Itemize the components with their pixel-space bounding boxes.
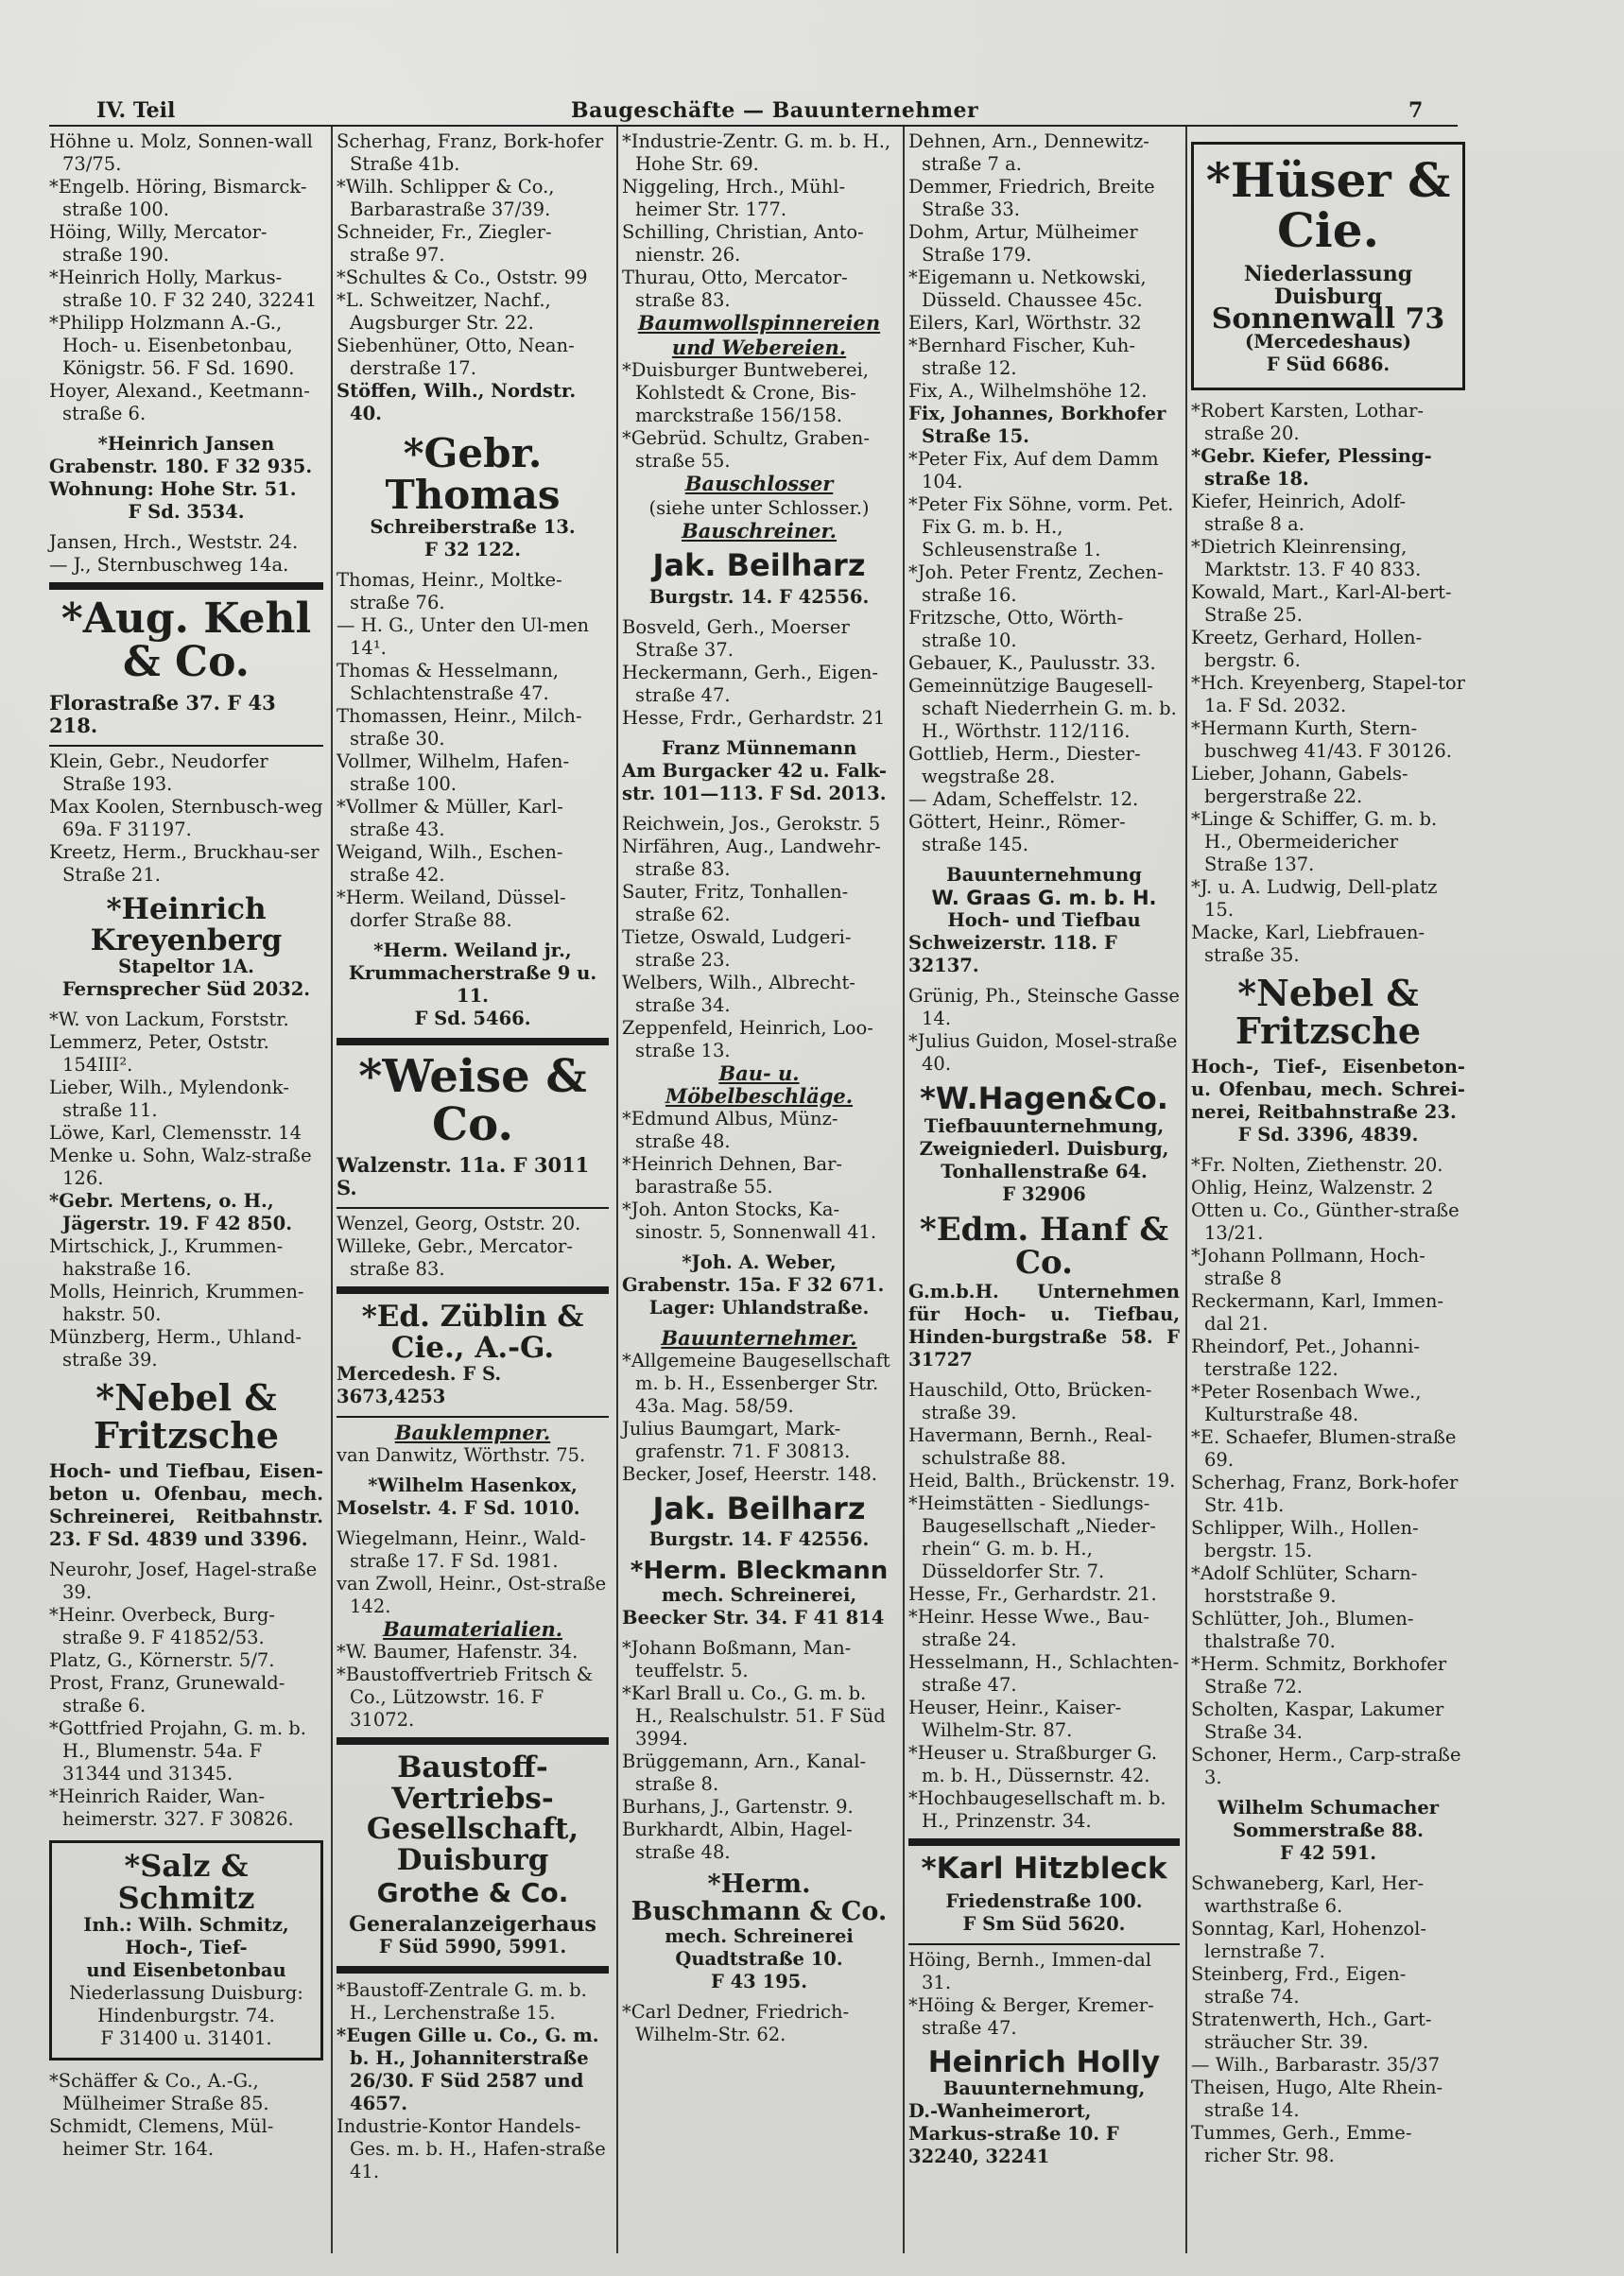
ad-line: *Joh. A. Weber, — [682, 1250, 837, 1273]
list-item: Scherhag, Franz, Bork-hofer Straße 41b. — [337, 130, 604, 175]
list-item: Gottlieb, Herm., Diester-wegstraße 28. — [908, 743, 1141, 787]
list-item: Thomas & Hesselmann, Schlachtenstraße 47. — [337, 660, 559, 705]
ad-line: Stapeltor 1A. — [118, 956, 254, 978]
ad-line: Schreiberstraße 13. — [370, 516, 576, 539]
ad-line: Grabenstr. 180. F 32 935. — [49, 456, 313, 477]
ad-name: *Herm. Buschmann & Co. — [631, 1870, 888, 1926]
section-heading: Bauschreiner. — [682, 519, 837, 543]
list-item: Rheindorf, Pet., Johanni-terstraße 122. — [1191, 1335, 1420, 1380]
list-item: *Gottfried Projahn, G. m. b. H., Blumenstr. 54a. F 31344 und 31345. — [49, 1717, 306, 1785]
list-item: *Heinr. Overbeck, Burg-straße 9. F 41852/53. — [49, 1604, 275, 1649]
ad-line: Generalanzeigerhaus — [349, 1911, 596, 1937]
ad-line: Florastraße 37. F 43 218. — [49, 691, 276, 738]
list-item: Gebauer, K., Paulusstr. 33. — [908, 652, 1156, 674]
list-item: — Wilh., Barbarastr. 35/37 — [1191, 2053, 1440, 2076]
ad-name: *Weise & Co. — [358, 1050, 587, 1151]
ad-line: Wohnung: Hohe Str. 51. — [49, 478, 297, 500]
list-item: Schilling, Christian, Anto-nienstr. 26. — [622, 221, 864, 266]
section-heading: Bauklempner. — [394, 1421, 551, 1445]
list-item: Fritzsche, Otto, Wörth-straße 10. — [908, 607, 1124, 651]
list-item: *Heinrich Dehnen, Bar-barastraße 55. — [622, 1152, 842, 1198]
list-item: Grünig, Ph., Steinsche Gasse 14. — [908, 985, 1180, 1029]
list-item: *Allgemeine Baugesellschaft m. b. H., Essenberger Str. 43a. Mag. 58/59. — [622, 1349, 890, 1417]
ad-line: Mercedesh. F S. 3673,4253 — [337, 1363, 502, 1408]
list-item: Fix, Johannes, Borkhofer Straße 15. — [908, 403, 1166, 447]
ad-name: *Heinrich Kreyenberg — [90, 892, 283, 957]
list-item: Tietze, Oswald, Ludgeri-straße 23. — [622, 925, 852, 971]
list-item: *Herm. Weiland, Düssel-dorfer Straße 88. — [337, 887, 566, 932]
ad-line: Wilhelm Schumacher — [1217, 1796, 1440, 1819]
divider — [337, 1207, 609, 1209]
list-item: Becker, Josef, Heerstr. 148. — [622, 1462, 877, 1485]
ad-name: *Heinrich Jansen — [97, 433, 275, 455]
list-item: *Robert Karsten, Lothar-straße 20. — [1191, 400, 1425, 444]
list-item: Fix, A., Wilhelmshöhe 12. — [908, 380, 1148, 402]
list-item: Burkhardt, Albin, Hagel-straße 48. — [622, 1819, 853, 1864]
list-item: *J. u. A. Ludwig, Dell-platz 15. — [1191, 876, 1438, 921]
list-item: Dohm, Artur, Mülheimer Straße 179. — [908, 221, 1138, 266]
list-item: Niggeling, Hrch., Mühl-heimer Str. 177. — [622, 176, 846, 220]
section-heading: Bauunternehmer. — [661, 1325, 857, 1350]
list-item: *Eigemann u. Netkowski, Düsseld. Chaussee 45c. — [908, 267, 1147, 311]
ad-name: *Ed. Züblin & Cie., A.-G. — [361, 1299, 584, 1365]
ad-name: *W.Hagen&Co. — [920, 1080, 1168, 1116]
page-header — [49, 98, 1429, 127]
listing-ad-jansen — [49, 433, 323, 524]
section-heading: und Webereien. — [671, 336, 847, 359]
ad-name: Jak. Beilharz — [652, 547, 866, 583]
list-item: Hesse, Frdr., Gerhardstr. 21 — [622, 706, 886, 729]
listing-ad-buschmann — [622, 1871, 896, 1993]
ad-name: *Gebr. Thomas — [385, 430, 561, 519]
ad-line: F 31400 u. 31401. — [100, 2027, 272, 2050]
ad-name: *Nebel & Fritzsche — [93, 1376, 280, 1457]
list-item: *Herm. Schmitz, Borkhofer Straße 72. — [1191, 1652, 1447, 1698]
list-item: Theisen, Hugo, Alte Rhein-straße 14. — [1191, 2076, 1443, 2121]
column-divider — [616, 127, 618, 2253]
ad-name: *Karl Hitzbleck — [921, 1851, 1167, 1886]
section-heading: Bauschlosser — [684, 472, 834, 495]
list-item: *E. Schaefer, Blumen-straße 69. — [1191, 1425, 1457, 1471]
ad-line: F 32 122. — [423, 539, 522, 561]
ad-line: Burgstr. 14. F 42556. — [648, 585, 870, 608]
listing-ad-weber — [622, 1251, 896, 1319]
list-item: Julius Baumgart, Mark-grafenstr. 71. F 30813. — [622, 1417, 851, 1462]
list-item: Lieber, Wilh., Mylendonk-straße 11. — [49, 1077, 289, 1122]
listing-ad-holly — [908, 2044, 1180, 2169]
list-item: Industrie-Kontor Handels-Ges. m. b. H., Hafen-straße 41. — [337, 2114, 606, 2182]
ad-line: Quadtstraße 10. — [675, 1948, 843, 1971]
ad-line: Hindenburgstr. 74. — [97, 2005, 275, 2027]
running-title: Baugeschäfte — Bauunternehmer — [571, 98, 979, 123]
ad-line: *Herm. Weiland jr., — [373, 940, 572, 962]
listing-ad-beilharz — [622, 547, 896, 609]
list-item: Weigand, Wilh., Eschen-straße 42. — [337, 841, 563, 887]
ad-line: Beecker Str. 34. F 41 814 — [622, 1607, 885, 1629]
list-item: Höing, Willy, Mercator-straße 190. — [49, 221, 268, 266]
list-item: *Carl Dedner, Friedrich-Wilhelm-Str. 62. — [622, 2001, 850, 2046]
list-item: *L. Schweitzer, Nachf., Augsburger Str. 22. — [337, 289, 551, 334]
list-item: Heid, Balth., Brückenstr. 19. — [908, 1469, 1176, 1491]
list-item: Ohlig, Heinz, Walzenstr. 2 — [1191, 1176, 1434, 1198]
ad-line: mech. Schreinerei — [665, 1925, 854, 1948]
section-heading: Bau- u. Möbelbeschläge. — [665, 1060, 854, 1108]
ad-line: F Sd. 3534. — [128, 501, 245, 523]
list-item: *Edmund Albus, Münz-straße 48. — [622, 1107, 838, 1152]
list-item: *Joh. Peter Frentz, Zechen-straße 16. — [908, 561, 1164, 606]
ad-line: Bauunternehmung — [946, 864, 1142, 886]
list-item: Schlütter, Joh., Blumen-thalstraße 70. — [1191, 1607, 1414, 1652]
list-item: Mirtschick, J., Krummen-hakstraße 16. — [49, 1235, 284, 1281]
list-item: Hesselmann, H., Schlachten-straße 47. — [908, 1650, 1180, 1696]
ad-line: F Sm Süd 5620. — [962, 1912, 1126, 1935]
column-3 — [622, 130, 896, 2046]
ad-line: Niederlassung Duisburg — [1243, 262, 1413, 309]
list-item: Kreetz, Gerhard, Hollen-bergstr. 6. — [1191, 627, 1423, 671]
ad-line: Sommerstraße 88. — [1233, 1819, 1424, 1841]
ad-name: *Edm. Hanf & Co. — [919, 1210, 1169, 1283]
divider — [337, 1737, 609, 1745]
list-item: Scherhag, Franz, Bork-hofer Str. 41b. — [1191, 1471, 1459, 1516]
list-item: Bosveld, Gerh., Moerser Straße 37. — [622, 615, 850, 661]
ad-name: *Aug. Kehl & Co. — [60, 595, 312, 687]
list-item: *Schultes & Co., Oststr. 99 — [337, 267, 588, 288]
column-divider — [903, 127, 905, 2253]
listing-ad-schumacher — [1191, 1797, 1465, 1865]
list-item: *Gebr. Mertens, o. H., Jägerstr. 19. F 42 850. — [49, 1190, 292, 1235]
list-item: *Heinrich Raider, Wan-heimerstr. 327. F 30826. — [49, 1785, 294, 1831]
ad-line: Walzenstr. 11a. F 3011 S. — [337, 1152, 590, 1199]
ad-name: Baustoff-Vertriebs- — [391, 1750, 554, 1816]
ad-line: F 32906 — [1002, 1182, 1086, 1205]
list-item: Wiegelmann, Heinr., Wald-straße 17. F Sd. 1981. — [337, 1527, 586, 1573]
ad-name: Heinrich Holly — [927, 2044, 1161, 2079]
list-item: Demmer, Friedrich, Breite Straße 33. — [908, 176, 1155, 220]
ad-line: mech. Schreinerei, — [661, 1584, 857, 1607]
list-item: *Industrie-Zentr. G. m. b. H., Hohe Str. 69. — [622, 130, 891, 175]
list-item: *Eugen Gille u. Co., G. m. b. H., Johanniterstraße 26/30. F Süd 2587 und 4657. — [337, 2024, 599, 2114]
column-5 — [1191, 130, 1465, 2167]
listing-ad-hanf — [908, 1210, 1180, 1371]
list-item: *Heinr. Hesse Wwe., Bau-straße 24. — [908, 1605, 1149, 1650]
ad-line: Hoch-, Tief- — [125, 1937, 248, 1959]
list-item: Reichwein, Jos., Gerokstr. 5 — [622, 812, 881, 835]
column-2 — [337, 130, 609, 2183]
ad-name: *Salz & Schmitz — [117, 1848, 255, 1916]
divider — [908, 1943, 1180, 1945]
list-item: Willeke, Gebr., Mercator-straße 83. — [337, 1234, 573, 1280]
list-item: Schoner, Herm., Carp-straße 3. — [1191, 1743, 1461, 1788]
ad-line: Friedenstraße 100. — [945, 1889, 1143, 1912]
listing-ad-hasenkox — [337, 1474, 609, 1520]
listing-ad-hagen — [908, 1080, 1180, 1206]
ad-text: Hoch-, Tief-, Eisenbeton-u. Ofenbau, mech. Schrei-nerei, Reitbahnstraße 23. — [1191, 1055, 1465, 1123]
listing-ad-baustoff-vertrieb — [337, 1752, 609, 1958]
ad-name: Jak. Beilharz — [652, 1490, 866, 1526]
list-item: Max Koolen, Sternbusch-weg 69a. F 31197. — [49, 796, 323, 841]
ad-line: Am Burgacker 42 u. Falk-str. 101—113. F Sd. 2013. — [622, 759, 887, 804]
list-item: *Peter Fix Söhne, vorm. Pet. Fix G. m. b. H., Schleusenstraße 1. — [908, 493, 1174, 560]
list-item: Münzberg, Herm., Uhland-straße 39. — [49, 1326, 302, 1371]
column-4 — [908, 130, 1180, 2176]
list-item: Höhne u. Molz, Sonnen-wall 73/75. — [49, 130, 313, 175]
listing-ad-kreyenberg — [49, 894, 323, 1001]
ad-line: und Eisenbetonbau — [86, 1959, 286, 1982]
list-item: — J., Sternbuschweg 14a. — [49, 554, 289, 576]
list-item: Eilers, Karl, Wörthstr. 32 — [908, 312, 1142, 334]
list-item: van Zwoll, Heinr., Ost-straße 142. — [337, 1573, 607, 1618]
ad-line: Krummacherstraße 9 u. 11. — [348, 962, 597, 1008]
ad-line: Inh.: Wilh. Schmitz, — [83, 1914, 289, 1937]
list-item: Brüggemann, Arn., Kanal-straße 8. — [622, 1750, 867, 1796]
list-item: — H. G., Unter den Ul-men 14¹. — [337, 614, 590, 660]
ad-name: *Nebel & Fritzsche — [1235, 972, 1422, 1052]
section-heading: Baumaterialien. — [382, 1617, 563, 1642]
list-item: *Joh. Anton Stocks, Ka-sinostr. 5, Sonnenwall 41. — [622, 1198, 877, 1243]
header-rule — [49, 125, 1458, 127]
list-item: Reckermann, Karl, Immen-dal 21. — [1191, 1289, 1443, 1335]
divider — [337, 1038, 609, 1045]
list-item: Lemmerz, Peter, Oststr. 154III². — [49, 1031, 269, 1077]
list-item: Stöffen, Wilh., Nordstr. 40. — [337, 380, 577, 424]
list-item: Havermann, Bernh., Real-schulstraße 88. — [908, 1423, 1152, 1469]
divider — [908, 1838, 1180, 1846]
listing-ad-zueblin — [337, 1299, 609, 1408]
list-item: *Philipp Holzmann A.-G., Hoch- u. Eisenbetonbau, Königstr. 56. F Sd. 1690. — [49, 312, 295, 379]
list-item: van Danwitz, Wörthstr. 75. — [337, 1444, 586, 1467]
section-heading: Baumwollspinnereien — [637, 311, 881, 335]
list-item: *Peter Fix, Auf dem Damm 104. — [908, 448, 1159, 492]
ad-line: Burgstr. 14. F 42556. — [648, 1528, 870, 1551]
list-item: Sauter, Fritz, Tonhallen-straße 62. — [622, 880, 849, 925]
ad-line: F Süd 5990, 5991. — [378, 1935, 567, 1957]
ad-line: Grabenstr. 15a. F 32 671. — [622, 1273, 885, 1296]
list-item: *Wilh. Schlipper & Co., Barbarastraße 37/39. — [337, 176, 555, 220]
ad-name: *Hüser & Cie. — [1205, 152, 1451, 258]
list-item: Schwaneberg, Karl, Her-warthstraße 6. — [1191, 1871, 1425, 1917]
list-item: Schlipper, Wilh., Hollen-bergstr. 15. — [1191, 1516, 1419, 1561]
ad-line: D.-Wanheimerort, Markus-straße 10. F 32240, 32241 — [908, 2100, 1119, 2168]
list-item: Schneider, Fr., Ziegler-straße 97. — [337, 221, 552, 266]
list-item: Neurohr, Josef, Hagel-straße 39. — [49, 1559, 318, 1604]
list-item: *Dietrich Kleinrensing, Marktstr. 13. F 40 833. — [1191, 536, 1422, 580]
listing-ad-thomas — [337, 430, 609, 561]
list-item: Kowald, Mart., Karl-Al-bert-Straße 25. — [1191, 581, 1452, 626]
column-divider — [331, 127, 333, 2253]
page-number: 7 — [1408, 98, 1424, 123]
listing-ad-graas — [908, 864, 1180, 977]
list-item: *Gebrüd. Schultz, Graben-straße 55. — [622, 427, 870, 472]
list-item: Jansen, Hrch., Weststr. 24. — [49, 531, 299, 553]
ad-line: Moselstr. 4. F Sd. 1010. — [337, 1497, 580, 1520]
listing-ad-salz-schmitz — [49, 1840, 323, 2060]
list-item: Burhans, J., Gartenstr. 9. — [622, 1796, 854, 1819]
list-item: Prost, Franz, Grunewald-straße 6. — [49, 1672, 285, 1717]
ad-line: Tiefbauunternehmung, — [924, 1114, 1165, 1137]
list-item: *W. von Lackum, Forststr. — [49, 1009, 289, 1031]
ad-line: Bauunternehmung, — [942, 2078, 1146, 2100]
list-item: Schmidt, Clemens, Mül-heimer Str. 164. — [49, 2115, 274, 2161]
list-item: Thomassen, Heinr., Milch-straße 30. — [337, 705, 582, 750]
list-item: *Johann Pollmann, Hoch-straße 8 — [1191, 1244, 1425, 1289]
column-1 — [49, 130, 323, 2161]
list-item: Göttert, Heinr., Römer-straße 145. — [908, 811, 1126, 855]
column-divider — [1185, 127, 1187, 2253]
ad-line: F 43 195. — [710, 1971, 808, 1993]
ad-name: Gesellschaft, Duisburg — [366, 1812, 579, 1877]
list-item: *Baustoffvertrieb Fritsch & Co., Lützowstr. 16. F 31072. — [337, 1664, 594, 1732]
list-item: Wenzel, Georg, Oststr. 20. — [337, 1212, 581, 1234]
list-item: Heckermann, Gerh., Eigen-straße 47. — [622, 661, 879, 706]
ad-line: (Mercedeshaus) — [1245, 331, 1411, 353]
ad-line: Sonnenwall 73 — [1211, 302, 1445, 336]
ad-line: Lager: Uhlandstraße. — [648, 1296, 870, 1319]
part-label: IV. Teil — [96, 98, 176, 123]
list-item: Dehnen, Arn., Dennewitz-straße 7 a. — [908, 130, 1149, 175]
ad-text: Hoch- und Tiefbau, Eisen-beton u. Ofenbau, mech. Schreinerei, Reitbahnstr. 23. F Sd. 4839 und 3396. — [49, 1460, 323, 1551]
ad-line: F 42 591. — [1279, 1841, 1377, 1864]
list-item: *Baustoff-Zentrale G. m. b. H., Lerchenstraße 15. — [337, 1978, 587, 2024]
divider — [337, 1286, 609, 1294]
list-item: Thomas, Heinr., Moltke-straße 76. — [337, 569, 562, 614]
list-item: Vollmer, Wilhelm, Hafen-straße 100. — [337, 750, 570, 796]
ad-text: G.m.b.H. Unternehmen für Hoch- u. Tiefbau, Hinden-burgstraße 58. F 31727 — [908, 1280, 1180, 1371]
listing-ad-hueser — [1191, 142, 1465, 390]
list-item: *Heimstätten - Siedlungs-Baugesellschaft „Nieder-rhein“ G. m. b. H., Düsseldorfer Str. 7. — [908, 1491, 1156, 1582]
list-item: Hesse, Fr., Gerhardstr. 21. — [908, 1582, 1157, 1605]
list-item: Thurau, Otto, Mercator-straße 83. — [622, 267, 848, 311]
list-item: *Hermann Kurth, Stern-buschweg 41/43. F 30126. — [1191, 717, 1452, 762]
list-item: Steinberg, Frd., Eigen-straße 74. — [1191, 1962, 1407, 2008]
list-item: Hoyer, Alexand., Keetmann-straße 6. — [49, 380, 310, 424]
ad-line: Grothe & Co. — [376, 1877, 569, 1909]
list-item: Siebenhüner, Otto, Nean-derstraße 17. — [337, 335, 575, 379]
list-item: Nirfähren, Aug., Landwehr-straße 83. — [622, 835, 881, 880]
listing-ad-bleckmann — [622, 1559, 896, 1629]
list-item: Kreetz, Herm., Bruckhau-ser Straße 21. — [49, 841, 320, 887]
list-item: *Engelb. Höring, Bismarck-straße 100. — [49, 176, 307, 220]
list-item: Stratenwerth, Hch., Gart-sträucher Str. 39. — [1191, 2008, 1432, 2053]
list-item: Gemeinnützige Baugesell-schaft Niederrhein G. m. b. H., Wörthstr. 112/116. — [908, 675, 1177, 742]
list-item: — Adam, Scheffelstr. 12. — [908, 788, 1139, 810]
listing-ad-kehl — [49, 597, 323, 737]
list-item: Zeppenfeld, Heinrich, Loo-straße 13. — [622, 1016, 873, 1061]
list-item: Höing, Bernh., Immen-dal 31. — [908, 1948, 1152, 1993]
list-item: *Julius Guidon, Mosel-straße 40. — [908, 1030, 1178, 1075]
list-item: Molls, Heinrich, Krummen-hakstr. 50. — [49, 1281, 304, 1326]
list-item: *Höing & Berger, Kremer-straße 47. — [908, 1993, 1154, 2039]
listing-ad-beilharz-2 — [622, 1490, 896, 1552]
ad-line: Niederlassung Duisburg: — [69, 1982, 303, 2005]
list-item: Menke u. Sohn, Walz-straße 126. — [49, 1145, 312, 1190]
list-item: Platz, G., Körnerstr. 5/7. — [49, 1649, 275, 1672]
list-item: *Heinrich Holly, Markus-straße 10. F 32 240, 32241 — [49, 267, 318, 311]
list-item: Otten u. Co., Günther-straße 13/21. — [1191, 1198, 1460, 1244]
list-item: Hauschild, Otto, Brücken-straße 39. — [908, 1378, 1152, 1423]
ad-line: Franz Münnemann — [661, 736, 857, 759]
ad-line: Hoch- und Tiefbau — [947, 909, 1141, 931]
ad-line: Schweizerstr. 118. F 32137. — [908, 932, 1117, 976]
ad-line: F Sd. 5466. — [414, 1008, 531, 1030]
list-item: *Peter Rosenbach Wwe., Kulturstraße 48. — [1191, 1380, 1422, 1425]
list-item: *Fr. Nolten, Ziethenstr. 20. — [1191, 1153, 1443, 1176]
ad-line: F Süd 6686. — [1266, 353, 1391, 375]
divider — [337, 1416, 609, 1418]
listing-ad-nebel — [49, 1376, 323, 1551]
list-item: *Bernhard Fischer, Kuh-straße 12. — [908, 335, 1135, 379]
ad-name: *Herm. Bleckmann — [630, 1557, 889, 1586]
listing-ad-weiland — [337, 940, 609, 1030]
ad-line: Fernsprecher Süd 2032. — [61, 978, 311, 1001]
listing-ad-weise — [337, 1050, 609, 1199]
list-item: Kiefer, Heinrich, Adolf-straße 8 a. — [1191, 491, 1407, 535]
list-item: *W. Baumer, Hafenstr. 34. — [337, 1641, 579, 1664]
list-item: *Vollmer & Müller, Karl-straße 43. — [337, 796, 563, 841]
list-item: Heuser, Heinr., Kaiser-Wilhelm-Str. 87. — [908, 1696, 1122, 1741]
listing-ad-muennemann — [622, 737, 896, 805]
list-item: Tummes, Gerh., Emme-richer Str. 98. — [1191, 2121, 1412, 2166]
divider — [49, 745, 323, 747]
list-item: Lieber, Johann, Gabels-bergerstraße 22. — [1191, 763, 1408, 807]
ad-line: W. Graas G. m. b. H. — [931, 887, 1157, 909]
listing-ad-hitzbleck — [908, 1851, 1180, 1936]
list-item: *Gebr. Kiefer, Plessing-straße 18. — [1191, 445, 1432, 490]
list-item: *Hch. Kreyenberg, Stapel-tor 1a. F Sd. 2032. — [1191, 672, 1465, 716]
list-item: Scholten, Kaspar, Lakumer Straße 34. — [1191, 1698, 1444, 1743]
list-item: Sonntag, Karl, Hohenzol-lernstraße 7. — [1191, 1917, 1426, 1962]
list-item: *Duisburger Buntweberei, Kohlstedt & Crone, Bis-marckstraße 156/158. — [622, 359, 869, 426]
list-item: *Linge & Schiffer, G. m. b. H., Obermeidericher Straße 137. — [1191, 808, 1438, 875]
list-item: *Johann Boßmann, Man-teuffelstr. 5. — [622, 1637, 852, 1682]
list-item: *Adolf Schlüter, Scharn-horststraße 9. — [1191, 1561, 1418, 1607]
ad-line: *Wilhelm Hasenkox, — [368, 1474, 578, 1497]
cross-reference: (siehe unter Schlosser.) — [648, 497, 870, 519]
list-item: Klein, Gebr., Neudorfer Straße 193. — [49, 750, 268, 796]
divider — [337, 1966, 609, 1974]
divider — [49, 582, 323, 590]
list-item: Welbers, Wilh., Albrecht-straße 34. — [622, 971, 855, 1016]
list-item: *Schäffer & Co., A.-G., Mülheimer Straße 85. — [49, 2070, 269, 2115]
listing-ad-nebel-2 — [1191, 974, 1465, 1147]
ad-line: F Sd. 3396, 4839. — [1237, 1123, 1419, 1146]
list-item: Löwe, Karl, Clemensstr. 14 — [49, 1122, 302, 1145]
ad-line: Zweigniederl. Duisburg, — [919, 1137, 1169, 1160]
list-item: *Heuser u. Straßburger G. m. b. H., Düssernstr. 42. — [908, 1741, 1158, 1786]
list-item: *Hochbaugesellschaft m. b. H., Prinzenstr. 34. — [908, 1786, 1166, 1832]
ad-line: Tonhallenstraße 64. — [941, 1160, 1148, 1182]
list-item: *Karl Brall u. Co., G. m. b. H., Realschulstr. 51. F Süd 3994. — [622, 1682, 886, 1750]
list-item: Macke, Karl, Liebfrauen-straße 35. — [1191, 922, 1425, 966]
